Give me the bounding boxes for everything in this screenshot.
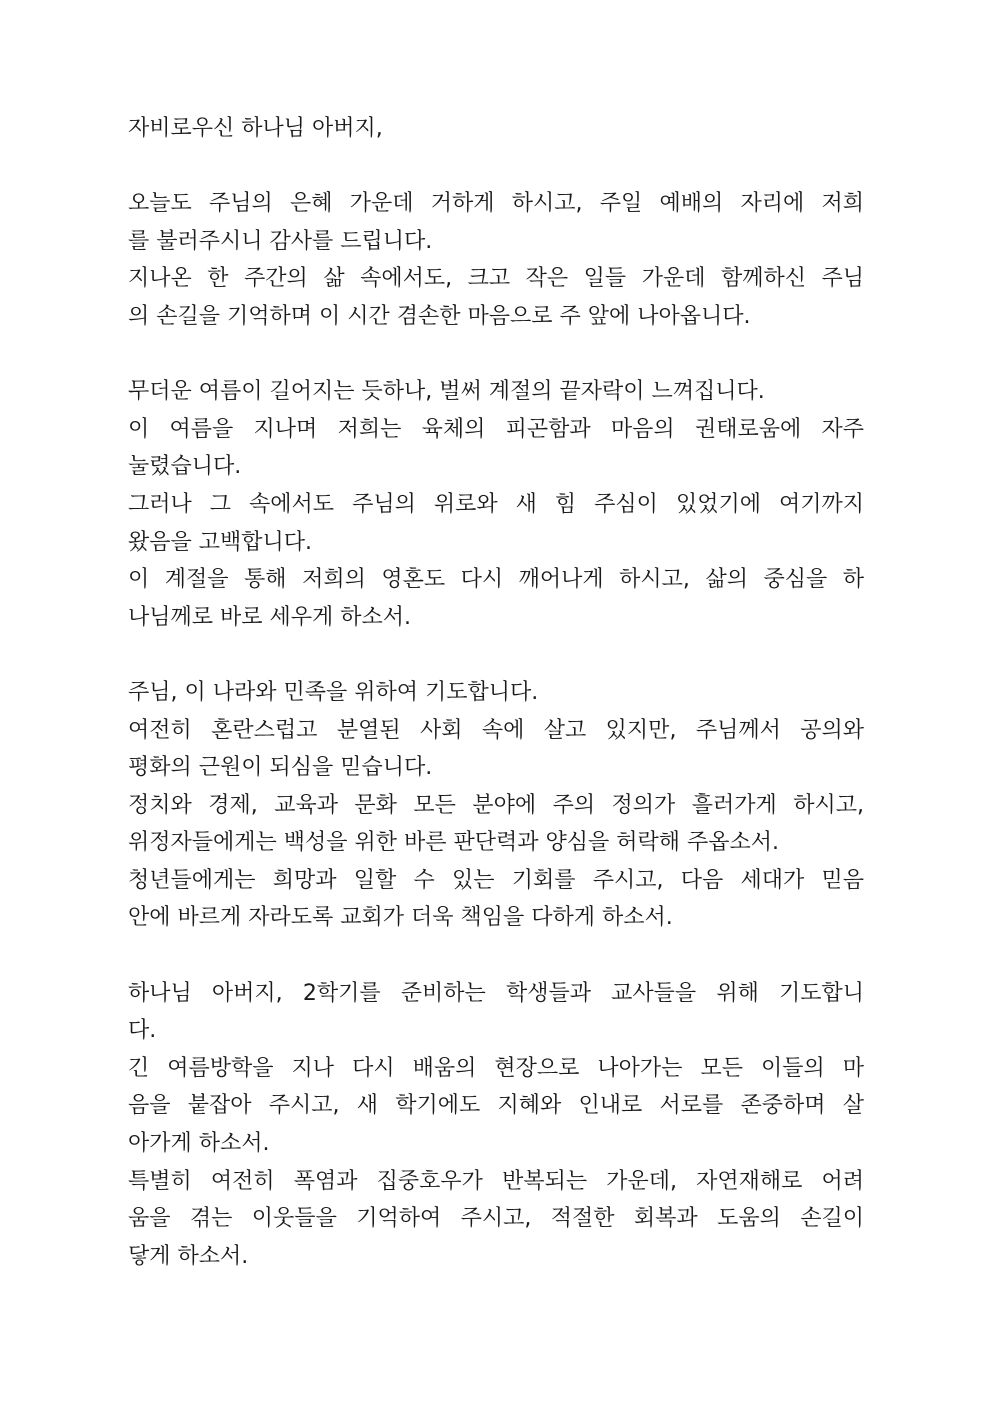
text-line: 하나님 아버지, 2학기를 준비하는 학생들과 교사들을 위해 기도합니 [128,980,864,1006]
text-line: 위정자들에게는 백성을 위한 바른 판단력과 양심을 허락해 주옵소서. [128,830,780,856]
blank-line [128,336,864,374]
text-line: 특별히 여전히 폭염과 집중호우가 반복되는 가운데, 자연재해로 어려 [128,1168,864,1194]
text-line: 아가게 하소서. [128,1131,270,1157]
text-line: 지나온 한 주간의 삶 속에서도, 크고 작은 일들 가운데 함께하신 주님 [128,266,864,292]
blank-line [128,148,864,186]
text-line: 왔음을 고백합니다. [128,529,313,555]
text-line: 를 불러주시니 감사를 드립니다. [128,228,433,254]
text-line: 청년들에게는 희망과 일할 수 있는 기회를 주시고, 다음 세대가 믿음 [128,867,864,893]
text-line: 이 여름을 지나며 저희는 육체의 피곤함과 마음의 권태로움에 자주 [128,416,864,442]
text-line: 이 계절을 통해 저희의 영혼도 다시 깨어나게 하시고, 삶의 중심을 하 [128,567,864,593]
text-line: 다. [128,1018,157,1044]
text-line: 자비로우신 하나님 아버지, [128,116,383,141]
prayer-text [128,110,864,1275]
text-line: 평화의 근원이 되심을 믿습니다. [128,755,433,781]
text-line: 오늘도 주님의 은혜 가운데 거하게 하시고, 주일 예배의 자리에 저희 [128,191,864,217]
text-line: 안에 바르게 자라도록 교회가 더욱 책임을 다하게 하소서. [128,905,673,931]
text-line: 긴 여름방학을 지나 다시 배움의 현장으로 나아가는 모든 이들의 마 [128,1055,864,1081]
text-line: 닿게 하소서. [128,1243,249,1269]
text-line: 움을 겪는 이웃들을 기억하여 주시고, 적절한 회복과 도움의 손길이 [128,1206,864,1232]
text-line: 무더운 여름이 길어지는 듯하나, 벌써 계절의 끝자락이 느껴집니다. [128,379,765,405]
text-line: 눌렸습니다. [128,454,242,480]
blank-line [128,937,864,975]
text-line: 주님, 이 나라와 민족을 위하여 기도합니다. [128,679,539,705]
blank-line [128,636,864,674]
text-line: 그러나 그 속에서도 주님의 위로와 새 힘 주심이 있었기에 여기까지 [128,491,864,517]
text-line: 음을 붙잡아 주시고, 새 학기에도 지혜와 인내로 서로를 존중하며 살 [128,1093,864,1119]
text-line: 나님께로 바로 세우게 하소서. [128,604,411,630]
text-line: 여전히 혼란스럽고 분열된 사회 속에 살고 있지만, 주님께서 공의와 [128,717,864,743]
text-line: 정치와 경제, 교육과 문화 모든 분야에 주의 정의가 흘러가게 하시고, [128,792,864,818]
text-line: 의 손길을 기억하며 이 시간 겸손한 마음으로 주 앞에 나아옵니다. [128,303,751,329]
